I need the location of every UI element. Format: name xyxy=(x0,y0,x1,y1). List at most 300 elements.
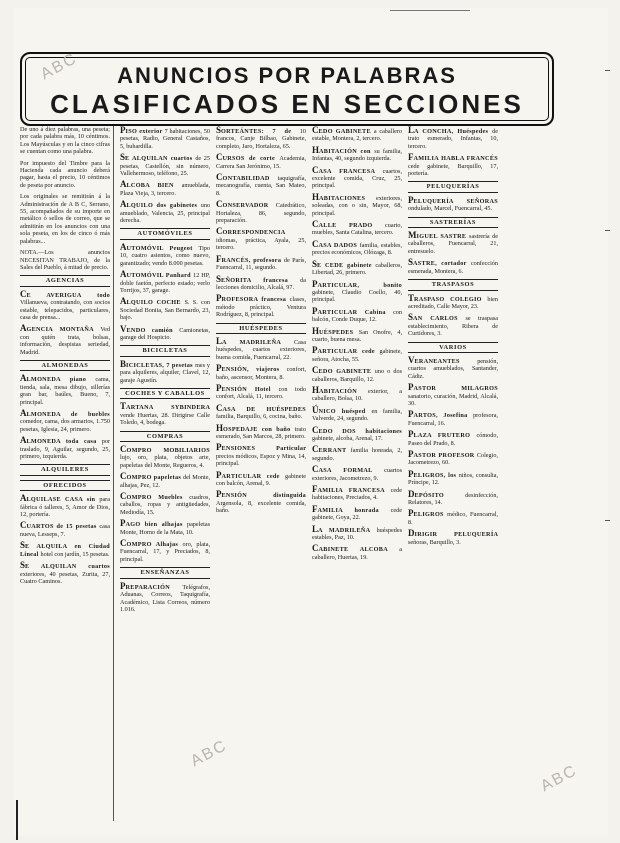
ad-initial: A xyxy=(20,373,27,384)
ad-initial: F xyxy=(408,152,414,163)
ad-keyword: ELIGROS xyxy=(413,511,448,519)
ad-keyword: ARTICULAR cede xyxy=(221,472,286,480)
ad-keyword: ASA FORMAL xyxy=(318,467,385,475)
ad-text: con balcón, Conde Duque, 12. xyxy=(312,308,402,324)
ad-initial: T xyxy=(408,292,415,303)
ad-initial: C xyxy=(120,444,127,454)
edge-mark xyxy=(605,520,610,521)
ad-keyword: ABITACIÓN con xyxy=(319,147,375,155)
ad-initial: H xyxy=(312,325,320,336)
ad-initial: P xyxy=(408,194,414,205)
ad-initial: B xyxy=(120,358,127,369)
classified-ad xyxy=(312,406,402,423)
ad-initial: C xyxy=(216,172,223,183)
ad-text: familia honrada, 2, segundo. xyxy=(312,447,402,462)
ad-text: da lecciones domicilio, Alcalá, 97. xyxy=(216,276,306,291)
ad-initial: C xyxy=(312,238,319,249)
classified-ad xyxy=(408,313,498,337)
ad-keyword: LMONEDA de buebles xyxy=(26,411,110,418)
classified-ad xyxy=(312,505,402,522)
ad-text: Catedrático, Hortaleza, 86, segundo, preparación. xyxy=(216,202,306,225)
ad-text: Colegio, Jacometrezo, 60. xyxy=(408,452,498,467)
classified-ad xyxy=(120,243,210,267)
ad-initial: P xyxy=(408,382,414,393)
ad-initial: P xyxy=(408,409,414,420)
classified-ad xyxy=(216,173,306,197)
ad-keyword: RASPASO COLEGIO xyxy=(414,295,488,303)
classified-ad xyxy=(120,180,210,197)
ad-keyword: LMONEDA toda casa xyxy=(26,438,102,446)
ad-text: pensión, cuartos amueblados, Santander, Cádiz. xyxy=(408,357,498,380)
ad-initial: P xyxy=(216,363,222,374)
edge-mark xyxy=(605,230,610,231)
columns xyxy=(20,126,592,821)
classified-ad xyxy=(216,384,306,401)
ad-text: cuartos, excelente comida, Cruz, 25, principal. xyxy=(312,167,402,190)
classified-ad xyxy=(408,383,498,407)
ad-initial: A xyxy=(20,408,27,418)
column-2 xyxy=(120,126,210,821)
ad-text: oro, plata, Fuencarral, 17, y Preciados, 8, principal. xyxy=(120,541,210,563)
ad-initial: C xyxy=(312,543,319,554)
ad-initial: P xyxy=(120,518,126,529)
classified-ad xyxy=(312,525,402,542)
ad-initial: F xyxy=(312,484,318,495)
ad-initial: C xyxy=(312,126,319,135)
ad-text: gabinete, Claudio Coello, 40, principal. xyxy=(312,288,402,304)
ad-keyword: AMILIA honrada xyxy=(317,506,391,514)
ad-keyword: ASA FRANCESA xyxy=(318,167,383,175)
ad-text: idiomas, práctica, Ayala, 25, tercero. xyxy=(216,236,306,252)
ad-initial: V xyxy=(120,323,127,334)
ad-keyword: LQUILO dos gabinetes xyxy=(126,202,201,210)
ad-initial: A xyxy=(20,435,27,446)
ad-initial: C xyxy=(20,520,27,531)
classified-ad xyxy=(120,539,210,563)
classified-ad xyxy=(312,445,402,462)
ad-initial: P xyxy=(312,278,318,289)
ad-initial: C xyxy=(120,471,127,482)
ad-initial: S xyxy=(120,152,126,163)
ad-text: se traspasa establecimiento, Ribera de Curtidores, 3. xyxy=(408,315,498,338)
ad-initial: V xyxy=(408,354,415,365)
classified-ad xyxy=(20,290,110,322)
ad-initial: C xyxy=(120,538,127,549)
ad-text: taquigrafía, mecanografía, cuenta, San Mateo, 8. xyxy=(216,175,306,197)
ad-text: Ved con quién trata, bolsas, información, despistas seriedad, Madrid. xyxy=(20,326,110,356)
ad-keyword: AMILIA HABLA FRANCÉS xyxy=(413,155,498,163)
section-heading: SASTRERÍAS xyxy=(408,217,498,228)
classified-ad xyxy=(408,450,498,467)
ad-keyword: UTOMÓVIL Peugeot xyxy=(126,244,199,252)
ad-keyword: ERANEANTES xyxy=(414,357,478,365)
classified-ad xyxy=(312,307,402,324)
ad-text: 7 habitaciones, 50 pesetas, Radio, General Castaños, 5, buhardilla. xyxy=(120,128,210,150)
classified-ad xyxy=(408,231,498,255)
ad-initial: P xyxy=(216,442,222,453)
ad-text: Argensola, 8, excelente comida, baño. xyxy=(216,499,306,515)
ad-keyword: OMPRO MOBILIARIOS xyxy=(126,447,210,454)
ad-keyword: ASTOR PROFESOR xyxy=(413,452,477,459)
ad-initial: P xyxy=(216,293,222,304)
ad-initial: S xyxy=(20,540,26,551)
ad-keyword: E ALQUILA en Ciudad Lineal xyxy=(20,543,110,558)
ad-text: caballeros, Libertad, 26, primero. xyxy=(312,261,402,277)
classified-ad xyxy=(408,356,498,380)
ad-text: gabinete, señora, Atocha, 55. xyxy=(312,348,402,363)
ad-text: hotel con jardín, 15 pesetas. xyxy=(40,550,110,558)
ad-text: confección esmerada, Montera, 6. xyxy=(408,260,498,275)
ad-text: clases, método práctico, Ventura Rodríguez, 8, principal. xyxy=(216,296,306,319)
ad-text: comedor, cama, dos armarios, 1.750 pesetas, Iglesia, 24, primero. xyxy=(20,418,110,433)
classified-ad xyxy=(120,445,210,469)
ad-initial: P xyxy=(312,345,318,356)
ad-text: uno o dos caballeros, Barquillo, 12. xyxy=(312,368,402,383)
ad-keyword: ONTABILIDAD xyxy=(222,175,278,183)
ad-keyword: ENDO camión xyxy=(126,326,180,334)
classified-ad xyxy=(120,519,210,536)
classified-ad xyxy=(20,409,110,433)
classified-ad xyxy=(408,430,498,447)
classified-ad xyxy=(120,472,210,489)
classified-ad xyxy=(216,275,306,292)
classified-ad xyxy=(312,260,402,277)
ad-initial: P xyxy=(408,429,414,440)
ad-initial: L xyxy=(408,126,415,135)
ad-text: Casa huéspedes, cuartos exteriores, buena comida, Fuencarral, 22. xyxy=(216,338,306,361)
ad-keyword: ABITACIONES xyxy=(319,194,377,202)
classified-ad xyxy=(408,126,498,150)
ad-initial: C xyxy=(216,226,223,237)
column-4 xyxy=(312,126,402,821)
ad-initial: A xyxy=(120,179,127,190)
classified-ad xyxy=(20,541,110,558)
classified-ad xyxy=(312,193,402,217)
ad-keyword: E AVERIGUA todo xyxy=(26,291,110,299)
classified-ad xyxy=(216,443,306,467)
classified-ad xyxy=(20,561,110,585)
ad-initial: A xyxy=(20,493,27,504)
classified-ad xyxy=(312,426,402,443)
ad-initial: H xyxy=(312,144,320,155)
ad-text: exteriores, soleadas, con o sin, Mayor, 68, principal. xyxy=(312,194,402,217)
ad-keyword: ISO exterior xyxy=(125,128,165,135)
ad-keyword: ARTICULAR cede xyxy=(317,348,380,356)
ad-keyword: NICO huésped xyxy=(318,407,372,415)
classified-ad xyxy=(120,153,210,177)
ad-text: vende Huertas, 28. Dirigirse Calle Toledo, 4, bodega. xyxy=(120,411,210,427)
ad-keyword: ELUQUERÍA SEÑORAS xyxy=(413,197,498,205)
ad-text: médico, Fuencarral, 8. xyxy=(408,511,498,526)
ad-keyword: UTOMÓVIL Panhard xyxy=(126,272,194,280)
section-heading: ALMONEDAS xyxy=(20,360,110,371)
ad-keyword: ABINETE ALCOBA xyxy=(318,546,400,554)
intro-paragraph: De uno á diez palabras, una peseta; por cada palabra más, 10 céntimos. Los Mayúsculas y en la cinco cifras se cuentan como una palabra. xyxy=(20,126,110,156)
classified-ad xyxy=(216,364,306,381)
top-rule-mark xyxy=(390,10,470,11)
ad-keyword: E ALQUILAN cuartos xyxy=(25,563,110,571)
classified-ad xyxy=(216,337,306,361)
ad-initial: H xyxy=(312,191,320,202)
classified-ad xyxy=(408,196,498,213)
ad-keyword: ABITACIÓN xyxy=(319,387,369,395)
ad-text: del Monte, alhajas, Pez, 12. xyxy=(120,474,210,489)
ad-initial: F xyxy=(312,503,318,514)
edge-mark xyxy=(605,70,610,71)
ad-text: San Onofre, 4, cuarto, buena mesa. xyxy=(312,328,402,343)
ad-initial: A xyxy=(120,296,127,307)
classified-ad xyxy=(216,200,306,224)
ad-text: familia, Barquillo, 6, cocina, baño. xyxy=(216,413,303,421)
ad-keyword: RANCÉS, profesora xyxy=(221,256,284,264)
ad-keyword: A MADRILEÑA xyxy=(318,526,377,534)
classified-ad xyxy=(408,509,498,526)
classified-ad xyxy=(408,410,498,427)
classified-ad xyxy=(120,297,210,321)
ad-keyword: URSOS de corte xyxy=(222,155,280,163)
section-heading: OFRECIDOS xyxy=(20,480,110,491)
classified-ad xyxy=(312,366,402,383)
classified-ad xyxy=(216,424,306,441)
ad-text: huéspedes estables, Paz, 10. xyxy=(312,526,402,542)
ad-text: gabinete con balcón, Arenal, 9. xyxy=(216,472,306,488)
ad-initial: D xyxy=(408,488,415,499)
ad-text: niños, consulta, Príncipe, 12. xyxy=(408,471,498,487)
ad-text: confort, baño, ascensor, Montera, 8. xyxy=(216,366,306,381)
ad-text: de 25 pesetas, Castellón, sin número, Vallehermoso, teléfono, 25. xyxy=(120,155,210,178)
classified-ad xyxy=(216,404,306,421)
classified-ad xyxy=(216,490,306,514)
ad-initial: C xyxy=(120,491,127,502)
classified-ad xyxy=(312,485,402,502)
classified-ad xyxy=(312,240,402,257)
ad-initial: D xyxy=(408,528,415,539)
ad-initial: Ú xyxy=(312,404,319,415)
classified-ad xyxy=(312,327,402,344)
ad-keyword: GENCIA MONTAÑA xyxy=(26,326,101,334)
ad-keyword: REPARACIÓN xyxy=(125,583,183,591)
classified-ad xyxy=(312,386,402,403)
ad-text: cede habitaciones, Preciados, 4. xyxy=(312,487,402,502)
ad-text: 10 francos, Canje Bilbao, Gabinete, completo, Jaro, Hortaleza, 65. xyxy=(216,128,306,150)
ad-text: Camionetas, garage del Hospicio. xyxy=(120,326,210,341)
classified-ad xyxy=(216,227,306,251)
section-heading: COCHES Y CABALLOS xyxy=(120,388,210,399)
ad-keyword: ONSERVADOR xyxy=(222,202,276,210)
ad-text: cede gabinete, Goya, 22. xyxy=(312,506,402,522)
ad-text: casa nueva, Lesseps, 7. xyxy=(20,523,110,538)
ad-initial: C xyxy=(312,444,319,455)
ad-initial: S xyxy=(20,560,26,571)
ad-text: a caballero estable, Montera, 2, tercero. xyxy=(312,128,402,143)
ad-keyword: EPÓSITO xyxy=(414,491,466,499)
ad-text: Telégrafos, Aduanas, Correos, Taquigrafía, Académico, Lista Correos, número 1.016. xyxy=(120,583,210,613)
ad-initial: A xyxy=(20,323,27,334)
ad-keyword: LAZA FRUTERO xyxy=(413,432,477,440)
banner-line-1: ANUNCIOS POR PALABRAS xyxy=(117,63,457,88)
ad-text: trato esmerado, San Marcos, 28, primero. xyxy=(216,425,306,440)
ad-keyword: ENSIÓN distinguida xyxy=(221,492,306,500)
classified-ad xyxy=(312,465,402,482)
ad-initial: C xyxy=(216,199,223,210)
ad-keyword: E ALQUILAN cuartos xyxy=(125,155,196,163)
section-heading: ENSEÑANZAS xyxy=(120,567,210,578)
classified-ad xyxy=(312,346,402,363)
classified-ad xyxy=(312,166,402,190)
ad-text: gabinete, alcoba, Arenal, 17. xyxy=(312,435,383,442)
ad-keyword: EDO GABINETE xyxy=(318,128,374,135)
ad-text: su familia, Infantas, 40, segundo izquierda. xyxy=(312,147,402,163)
ad-initial: P xyxy=(216,469,222,480)
intro-paragraph: NOTA.—Los anuncios NECESITAN TRABAJO, de la Sales del Pueblo, á mitad de precio. xyxy=(20,249,110,271)
ad-text: Tipo 10, cuatro asientos, como nuevo, garantizado; vendo 8.000 pesetas. xyxy=(120,244,210,267)
section-heading: VARIOS xyxy=(408,342,498,353)
classified-ad xyxy=(120,492,210,516)
classified-ad xyxy=(120,360,210,384)
classified-ad xyxy=(216,471,306,488)
classified-ad xyxy=(20,324,110,356)
column-3 xyxy=(216,126,306,821)
ad-keyword: ARTICULAR, bonito xyxy=(317,281,402,289)
ad-keyword: LQUILASE CASA sin xyxy=(26,496,100,504)
classified-ad xyxy=(408,258,498,275)
ad-initial: P xyxy=(408,508,414,519)
ad-text: de París, Fuencarral, 11, segundo. xyxy=(216,256,306,272)
classified-ad xyxy=(408,294,498,311)
ad-initial: A xyxy=(120,269,127,280)
section-heading: PELUQUERÍAS xyxy=(408,181,498,192)
ad-keyword: ORTEÁNTES: 7 de xyxy=(221,128,300,135)
column-1 xyxy=(20,126,114,821)
ad-keyword: EDO GABINETE xyxy=(318,368,375,376)
banner-line-2: CLASIFICADOS EN SECCIONES xyxy=(50,89,524,119)
classified-ad xyxy=(20,374,110,406)
ad-keyword: ROFESORA francesa xyxy=(221,296,290,304)
ad-text: cama, tienda, sala, mesa dibujo, sillerías gran bar, baúles, Bueno, 7, principal. xyxy=(20,376,110,406)
classified-ad xyxy=(408,470,498,487)
ad-keyword: ASTRE, cortador xyxy=(413,260,471,268)
section-heading: BICICLETAS xyxy=(120,345,210,356)
ad-initial: P xyxy=(216,489,222,500)
ad-keyword: ARTICULAR Cabina xyxy=(317,308,394,316)
intro-paragraph: Los originales se remitirán á la Administración de A B C, Serrano, 55, acompañados de su importe en metálico ó sellos de correo, que se admitirán en los anuncios con una sola peseta, en los de cinco ó más palabras... xyxy=(20,193,110,245)
ad-keyword: EÑORITA francesa xyxy=(221,276,301,284)
ad-text: sanatorio, curación, Madrid, Alcalá, 30. xyxy=(408,392,498,407)
classified-ad xyxy=(20,521,110,538)
classified-ad xyxy=(120,325,210,342)
ad-initial: P xyxy=(312,305,318,316)
ad-keyword: ARTANA SYBINDERA xyxy=(126,404,210,412)
watermark-stamp: ABC xyxy=(538,761,581,796)
ad-initial: P xyxy=(408,468,414,479)
ad-text: mes y para alquileres, alquiler, Clavel, 12, garaje Agustín. xyxy=(120,361,210,384)
section-heading: COMPRAS xyxy=(120,431,210,442)
section-heading: ALQUILERES xyxy=(20,464,110,475)
ad-text: en familia, Valverde, 24, segundo. xyxy=(312,407,402,423)
classified-ad xyxy=(216,126,306,150)
ad-initial: T xyxy=(120,401,127,412)
ad-text: S. S. con Sociedad Bonita, San Bernardo, 23, bajo. xyxy=(120,299,210,322)
classified-ad xyxy=(216,255,306,272)
ad-keyword: ICICLETAS, 7 pesetas xyxy=(126,361,196,369)
ad-text: 12 HP, doble faetón, perfecto estado; verlo Torrijos, 37, garage. xyxy=(120,272,210,294)
ad-keyword: LQUILO COCHE xyxy=(126,299,185,307)
ad-keyword: IRIGIR PELUQUERÍA xyxy=(414,531,498,539)
ad-initial: H xyxy=(216,422,224,433)
ad-text: ondulado, Marcel, Fuencarral, 45. xyxy=(408,205,493,213)
ad-initial: L xyxy=(312,523,319,534)
classified-ad xyxy=(312,126,402,143)
ad-initial: C xyxy=(312,219,319,230)
ad-text: exteriores, 40 pesetas, Zurita, 27, Cuatro Caminos. xyxy=(20,570,110,585)
ad-keyword: A MADRILEÑA xyxy=(222,338,294,346)
ad-keyword: EDO DOS habitaciones xyxy=(318,427,402,435)
classified-ad xyxy=(408,490,498,507)
classified-ad xyxy=(120,582,210,614)
ad-initial: S xyxy=(312,258,318,269)
ad-initial: A xyxy=(120,199,127,210)
ad-keyword: LMONEDA piano xyxy=(26,376,96,384)
ad-text: papeletas Monte, Horno de la Mata, 10. xyxy=(120,521,210,536)
ad-text: lujo, oro, plata, objetos arte, papeletas del Monte, Regueros, 4. xyxy=(120,454,210,469)
ad-text: uno amueblado, Valencia, 25, principal derecha. xyxy=(120,202,210,225)
ad-text: Academia, Carrera San Jerónimo, 15. xyxy=(216,155,306,170)
ad-keyword: ALLE PRADO xyxy=(318,222,385,230)
ad-text: cuartos exteriores, Jacometrezo, 9. xyxy=(312,467,402,482)
ad-initial: S xyxy=(408,312,414,323)
ad-text: profesora, Fuencarral, 16. xyxy=(408,412,498,427)
ad-keyword: ENSIONES Particular xyxy=(221,445,306,453)
ad-initial: A xyxy=(120,241,127,252)
ad-initial: S xyxy=(408,257,414,268)
ad-initial: C xyxy=(312,365,319,376)
ad-text: con todo confort, Alcalá, 11, tercero. xyxy=(216,385,306,401)
classified-ad xyxy=(312,220,402,237)
watermark-stamp: ABC xyxy=(38,49,81,84)
ad-text: amueblada, Plaza Vieja, 3, tercero. xyxy=(120,182,210,197)
ad-keyword: ASA DADOS xyxy=(318,241,360,249)
ad-text: sastrería de caballeros, Fuencarral, 21, entresuelo. xyxy=(408,233,498,255)
ad-keyword: ARTOS, Josefina xyxy=(413,412,474,420)
classified-ad xyxy=(120,126,210,150)
classified-banner xyxy=(20,49,554,126)
gutter-rule xyxy=(16,800,18,840)
ad-keyword: OMPRO Muebles xyxy=(126,494,190,502)
ad-initial: M xyxy=(408,230,417,241)
intro-paragraph: Por impuesto del Timbre para la Hacienda cada anuncio deberá pagar, hasta el precio, 10 céntimos de peseta por anuncio. xyxy=(20,159,110,189)
classified-ad xyxy=(216,294,306,318)
ad-text: exterior, a caballero, Bolsa, 10. xyxy=(312,387,402,403)
ad-keyword: E CEDE gabinete xyxy=(317,261,376,269)
ad-initial: H xyxy=(312,384,320,395)
ad-initial: L xyxy=(216,335,223,346)
column-5 xyxy=(408,126,498,821)
ad-initial: C xyxy=(312,424,319,435)
ad-keyword: OMPRO papeletas xyxy=(126,474,184,482)
ad-text: precios módicos, Espoz y Mina, 14, principal. xyxy=(216,452,306,468)
ad-keyword: AN CARLOS xyxy=(413,315,466,323)
ad-initial: P xyxy=(120,126,126,135)
ad-text: para fábrica ó talleres, 5, Amor de Dios, 12, portería. xyxy=(20,496,110,519)
classified-ad xyxy=(408,529,498,546)
classified-ad xyxy=(216,153,306,170)
ad-text: de trato esmerado, Infantas, 10, tercero. xyxy=(408,128,498,150)
ad-text: cuarto, muebles, Santa Catalina, tercero. xyxy=(312,222,402,237)
ad-text: Villanueva, contratando, con socios estable, telepacidos, particulares, casa de prensa... xyxy=(20,299,110,321)
ad-initial: P xyxy=(408,449,414,459)
section-heading: TRASPASOS xyxy=(408,279,498,290)
classified-ad xyxy=(312,544,402,561)
